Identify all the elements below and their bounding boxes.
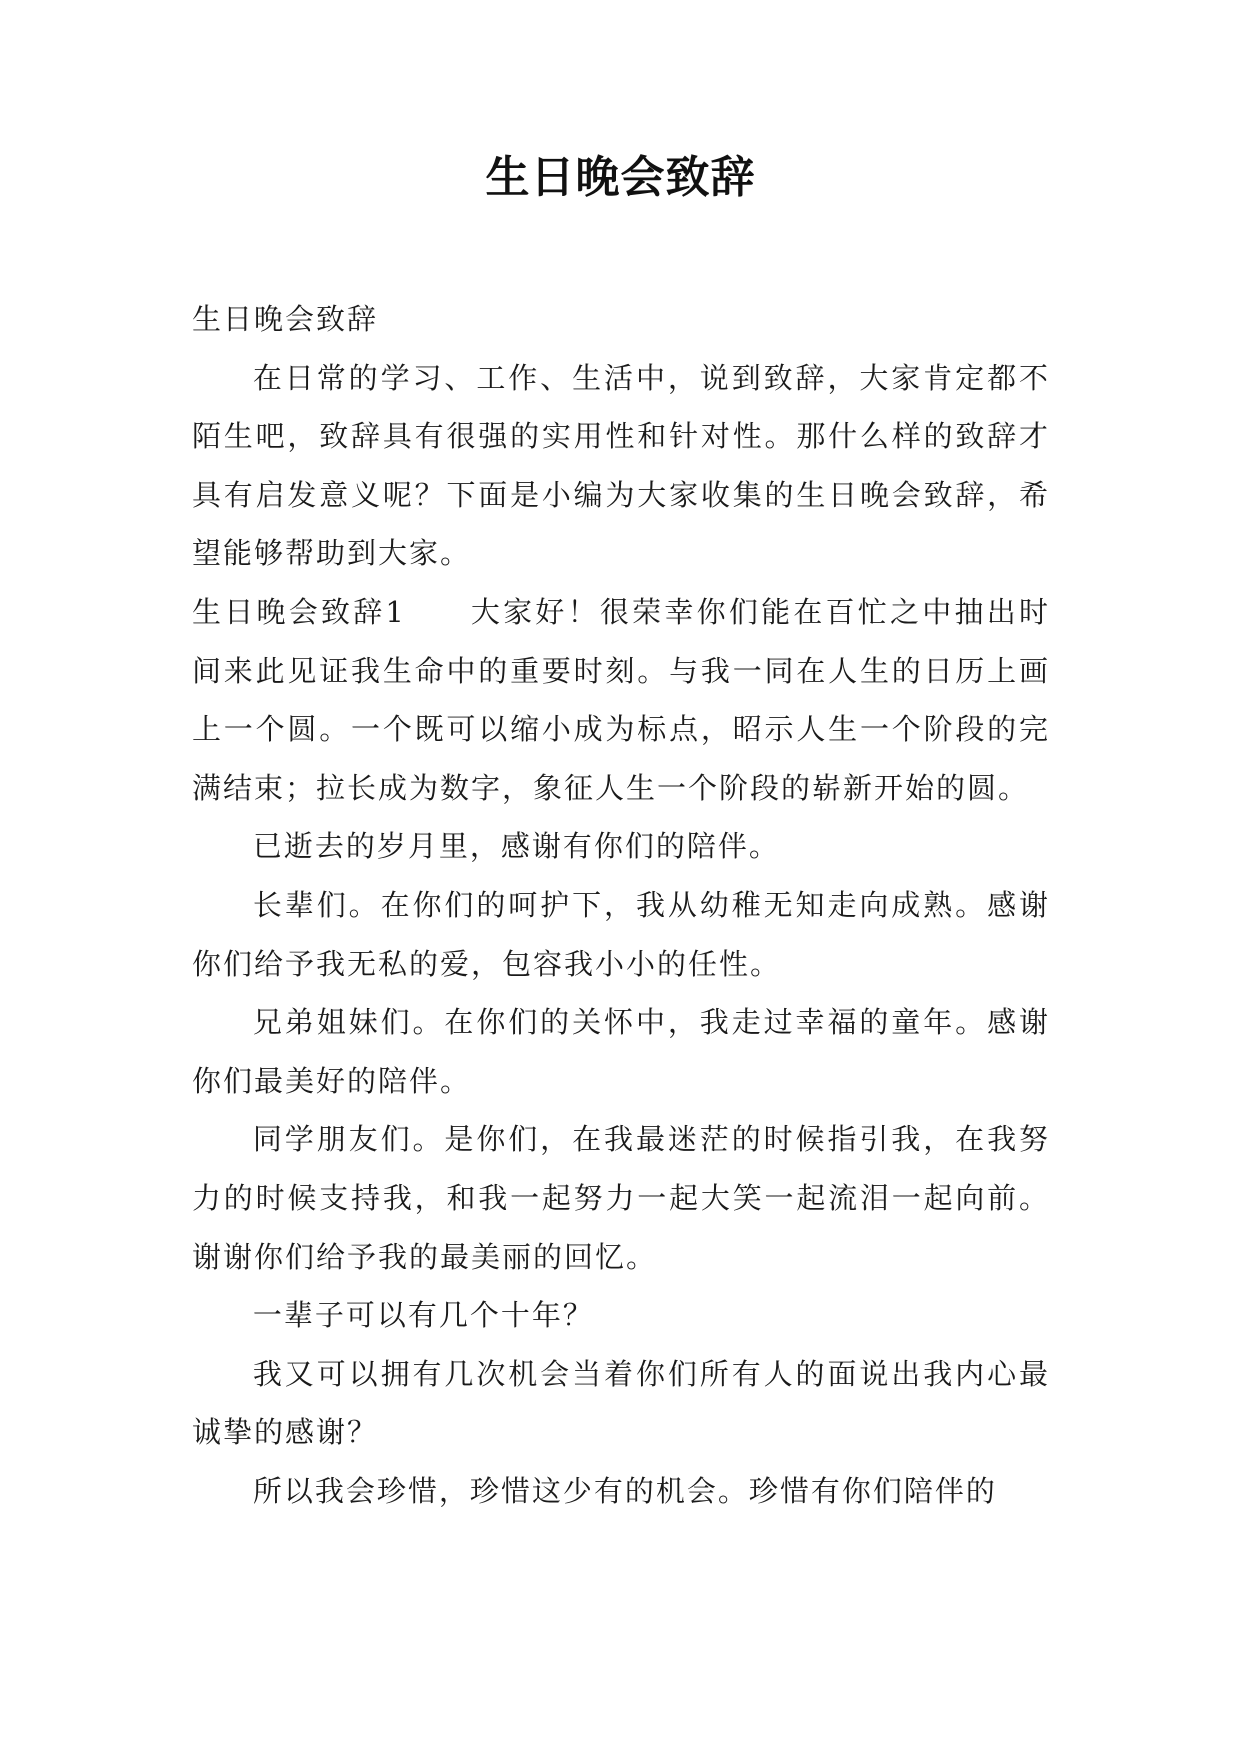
paragraph-friends: 同学朋友们。是你们，在我最迷茫的时候指引我，在我努力的时候支持我，和我一起努力一起大笑一起流泪一起向前。谢谢你们给予我的最美丽的回忆。 — [192, 1122, 1050, 1274]
paragraph-decades: 一辈子可以有几个十年？ — [252, 1298, 594, 1333]
paragraph-chances: 我又可以拥有几次机会当着你们所有人的面说出我内心最诚挚的感谢？ — [192, 1356, 1050, 1450]
section-1-paragraph — [192, 583, 1050, 817]
paragraph-years: 已逝去的岁月里，感谢有你们的陪伴。 — [252, 829, 780, 864]
subtitle: 生日晚会致辞 — [192, 302, 379, 336]
section-1-heading: 生日晚会致辞1 — [192, 594, 406, 629]
paragraph-siblings: 兄弟姐妹们。在你们的关怀中，我走过幸福的童年。感谢你们最美好的陪伴。 — [192, 1005, 1050, 1098]
paragraph-elders: 长辈们。在你们的呵护下，我从幼稚无知走向成熟。感谢你们给予我无私的爱，包容我小小的任性。 — [192, 887, 1050, 981]
document-title: 生日晚会致辞 — [485, 152, 756, 203]
paragraph-cherish: 所以我会珍惜，珍惜这少有的机会。珍惜有你们陪伴的 — [252, 1473, 997, 1508]
intro-paragraph: 在日常的学习、工作、生活中，说到致辞，大家肯定都不陌生吧，致辞具有很强的实用性和针对性。那什么样的致辞才具有启发意义呢？下面是小编为大家收集的生日晚会致辞，希望能够帮助到大家。 — [192, 360, 1050, 571]
document-body — [192, 290, 1050, 1520]
section-1-text: 大家好！很荣幸你们能在百忙之中抽出时间来此见证我生命中的重要时刻。与我一同在人生的日历上画上一个圆。一个既可以缩小成为标点，昭示人生一个阶段的完满结束；拉长成为数字，象征人生一个阶段的崭新开始的圆。 — [192, 594, 1050, 805]
